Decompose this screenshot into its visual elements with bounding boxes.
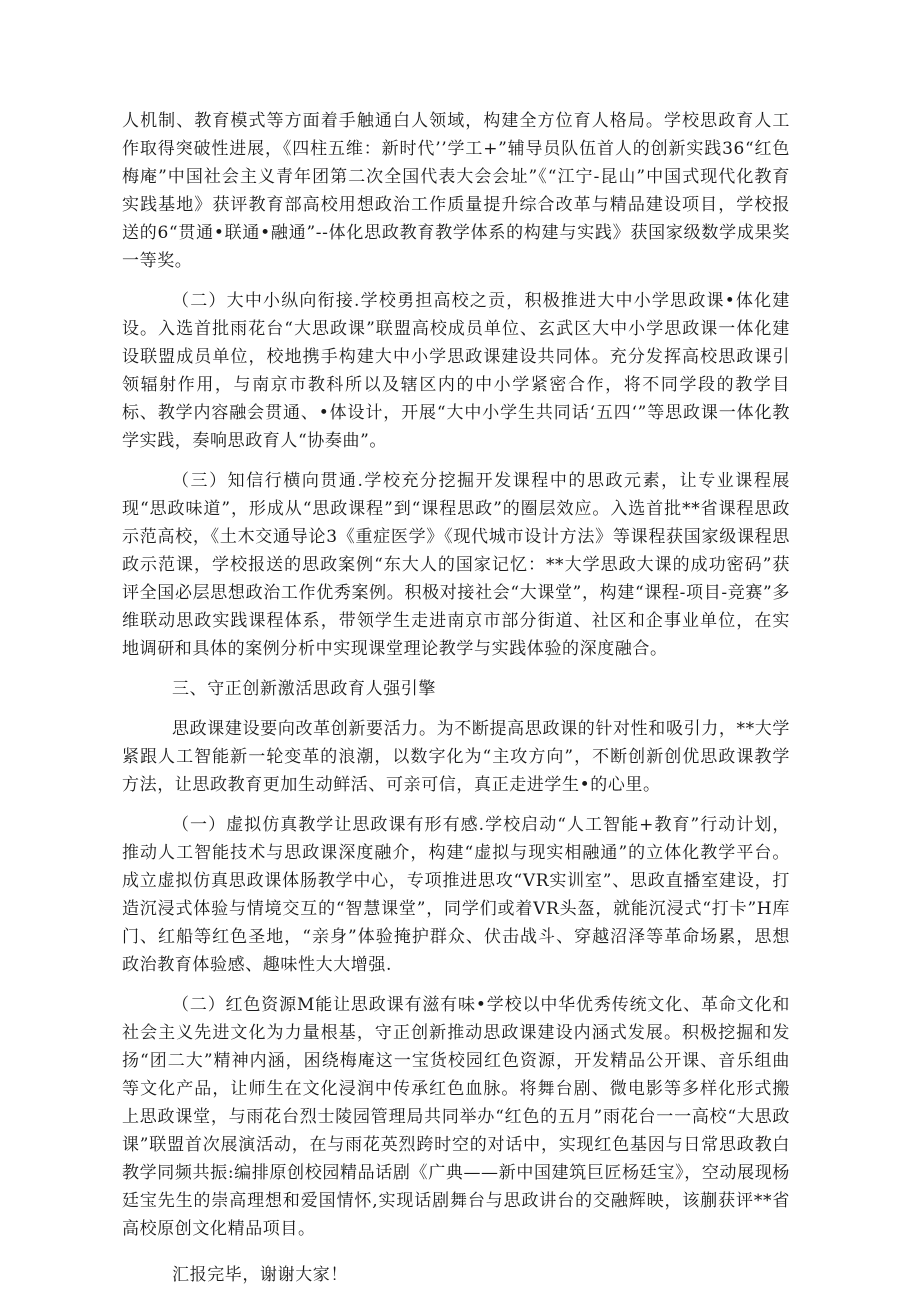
paragraph-horizontal-integration: （三）知信行横向贯通.学校充分挖掘开发课程中的思政元素，让专业课程展现“思政味道”，形成从“思政课程”到“课程思政”的圈层效应。入选首批**省课程思政示范高校，《土木交通导论3《重症医学》《现代城市设计方法》等课程获国家级课程思政示范课，学校报送的思政案例“东大人的国家记忆：**大学思政大课的成功密码”获评全国必层思想政治工作优秀案例。积极对接社会“大课堂”，构建“课程-项目-竞赛”多维联动思政实践课程体系，带领学生走进南京市部分街道、社区和企事业单位，在实地调研和具体的案例分析中实现课堂理论教学与实践体验的深度融合。 <box>122 471 790 659</box>
paragraph-continuation: 人机制、教育模式等方面着手触通白人领域，构建全方位育人格局。学校思政育人工作取得突破性进展，《四柱五维：新时代’’学工+”辅导员队伍首人的创新实践36“红色梅庵”中国社会主义青年团第二次全国代表大会会址”《“江宁-昆山”中国式现代化教育实践基地》获评教育部高校用想政治工作质量提升综合改革与精品建设项目，学校报送的6“贯通•联通•融通”--体化思政教育教学体系的构建与实践》获国家级数学成果奖一等奖。 <box>122 111 790 271</box>
document-body <box>122 107 790 1301</box>
closing-remark: 汇报完毕，谢谢大家！ <box>172 1265 348 1285</box>
paragraph-red-resources: （二）红色资源M能让思政课有滋有味•学校以中华优秀传统文化、革命文化和社会主义先进文化为力量根基，守正创新推动思政课建设内涵式发展。积极挖掘和发扬“团二大”精神内涵，困绕梅庵这一宝货校园红色资源，开发精品公开课、音乐组曲等文化产品，让师生在文化浸润中传承红色血脉。将舞台剧、微电影等多样化形式搬上思政课堂，与雨花台烈士陵园管理局共同举办“红色的五月”雨花台一一高校“大思政课”联盟首次展演活动，在与雨花英烈跨时空的对话中，实现红色基因与日常思政教白教学同频共振:编排原创校园精品话剧《广典——新中国建筑巨匠杨廷宝》，空动展现杨廷宝先生的崇高理想和爱国情怀,实现话剧舞台与思政讲台的交融辉映，该蒯获评**省高校原创文化精品项目。 <box>122 995 790 1239</box>
paragraph-virtual-simulation: （一）虚拟仿真教学让思政课有形有感.学校启动“人工智能+教育”行动计划，推动人工智能技术与思政课深度融介，构建“虚拟与现实相融通”的立体化教学平台。成立虚拟仿真思政课体肠教学中心，专项推进思攻“VR实训室”、思政直播室建设，打造沉浸式体验与情境交互的“智慧课堂”，同学们或着VR头盔，就能沉浸式“打卡”H库门、红船等红色圣地，“亲身”体验掩护群众、伏击战斗、穿越沼泽等革命场累，思想政治教育体验感、趣味性大大增强. <box>122 815 790 975</box>
paragraph-vertical-linkage: （二）大中小纵向衔接.学校勇担高校之贡，积极推进大中小学思政课•体化建设。入选首批雨花台“大思政课”联盟高校成员单位、玄武区大中小学思政课一体化建设联盟成员单位，校地携手构建大中小学思政课建设共同体。充分发挥高校思政课引领辐射作用，与南京市教科所以及辖区内的中小学紧密合作，将不同学段的教学目标、教学内容融会贯通、•体设计，开展“大中小学生共同话‘五四‘”等思政课一体化教学实践，奏响思政育人“协奏曲”。 <box>122 291 790 451</box>
paragraph-innovation-intro: 思政课建设要向改革创新要活力。为不断提高思政课的针对性和吸引力，**大学紧跟人工智能新一轮变革的浪潮，以数字化为“主攻方向”，不断创新创优思政课教学方法，让思政教育更加生动鲜活、可亲可信，真正走进学生•的心里。 <box>122 719 790 795</box>
section-heading: 三、守正创新激活思政育人强引擎 <box>172 679 436 699</box>
